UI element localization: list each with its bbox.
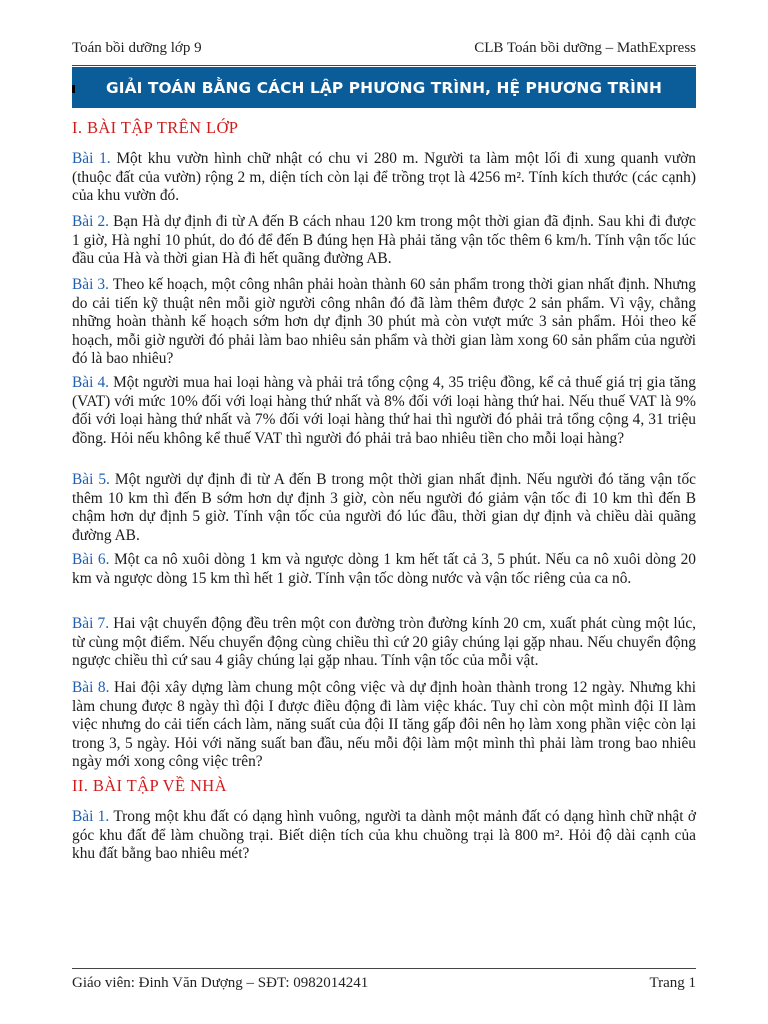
problem-label: Bài 7. [72,615,110,632]
page-title: GIẢI TOÁN BẰNG CÁCH LẬP PHƯƠNG TRÌNH, HỆ PHƯƠNG TRÌNH [106,78,662,97]
problem-label: Bài 5. [72,471,110,488]
title-banner [72,67,696,108]
problem-label: Bài 6. [72,551,110,568]
header-course: Toán bồi dưỡng lớp 9 [72,40,202,56]
problem-label: Bài 1. [72,150,111,167]
problem-label: Bài 8. [72,679,110,696]
problem-item [72,150,696,206]
problem-text: Một người mua hai loại hàng và phải trả tổng cộng 4, 35 triệu đồng, kể cả thuế giá trị gia tăng (VAT) với mức 10% đối với loại hàng thứ nhất và 8% đối với loại hàng thứ hai. Nếu thuế VAT là 9% đối với loại hàng thứ nhất và 7% đối với loại hàng thứ hai thì người đó phải trả tổng cộng 4, 31 triệu đồng. Hỏi nếu không kể thuế VAT thì người đó phải trả bao nhiêu tiền cho mỗi loại hàng? [72,374,696,447]
problem-item [72,213,696,269]
problem-text: Bạn Hà dự định đi từ A đến B cách nhau 120 km trong một thời gian đã định. Sau khi đi được 1 giờ, Hà nghỉ 10 phút, do đó để đến B đúng hẹn Hà phải tăng vận tốc thêm 6 km/h. Tính vận tốc lúc đầu của Hà và thời gian Hà đi hết quãng đường AB. [72,213,697,267]
problem-text: Hai đội xây dựng làm chung một công việc và dự định hoàn thành trong 12 ngày. Nhưng khi làm chung được 8 ngày thì đội I được điều động đi làm việc khác. Tuy chỉ còn một mình đội II làm việc nhưng do cải tiến cách làm, năng suất của đội II tăng gấp đôi nên họ làm xong phần việc còn lại trong 3, 5 ngày. Hỏi với năng suất ban đầu, nếu mỗi đội làm một mình thì phải làm trong bao nhiêu ngày mới xong công việc trên? [72,679,697,770]
problem-label: Bài 4. [72,374,110,391]
header-divider [72,65,696,66]
problem-item [72,471,696,545]
banner-marker [72,85,75,93]
header-club: CLB Toán bồi dưỡng – MathExpress [474,40,696,56]
problem-text: Một ca nô xuôi dòng 1 km và ngược dòng 1 km hết tất cả 3, 5 phút. Nếu ca nô xuôi dòng 20 km và ngược dòng 15 km thì hết 1 giờ. Tính vận tốc dòng nước và vận tốc riêng của ca nô. [72,551,696,587]
problem-label: Bài 3. [72,276,109,293]
problem-item [72,551,696,588]
problem-text: Trong một khu đất có dạng hình vuông, người ta dành một mảnh đất có dạng hình chữ nhật ở góc khu đất để làm chuồng trại. Biết diện tích của khu chuồng trại là 800 m². Hỏi độ dài cạnh của khu đất bằng bao nhiêu mét? [72,808,697,862]
page-footer [72,975,696,992]
problem-text: Một người dự định đi từ A đến B trong một thời gian nhất định. Nếu người đó tăng vận tốc thêm 10 km thì đến B sớm hơn dự định 3 giờ, còn nếu người đó giảm vận tốc đi 10 km thì đến B chậm hơn dự định 5 giờ. Tính vận tốc của người đó lúc đầu, thời gian dự định và chiều dài quãng đường AB. [72,471,696,544]
problem-text: Theo kế hoạch, một công nhân phải hoàn thành 60 sản phẩm trong thời gian nhất định. Nhưng do cải tiến kỹ thuật nên mỗi giờ người công nhân đó đã làm thêm được 2 sản phẩm. Vì vậy, chẳng những hoàn thành kế hoạch sớm hơn dự định 30 phút mà còn vượt mức 3 sản phẩm. Hỏi theo kế hoạch, mỗi giờ người đó phải làm bao nhiêu sản phẩm và thời gian làm xong 60 sản phẩm của người đó là bao nhiêu? [72,276,696,367]
problem-text: Hai vật chuyển động đều trên một con đường tròn đường kính 20 cm, xuất phát cùng một lúc, từ cùng một điểm. Nếu chuyển động cùng chiều thì cứ 20 giây chúng lại gặp nhau. Nếu chuyển động ngược chiều thì cứ sau 4 giây chúng lại gặp nhau. Tính vận tốc của mỗi vật. [72,615,696,669]
problem-item [72,276,696,369]
footer-teacher: Giáo viên: Đinh Văn Dượng – SĐT: 0982014241 [72,975,369,991]
section-heading-classwork: I. BÀI TẬP TRÊN LỚP [72,118,239,137]
page-header [72,40,696,57]
problem-item [72,808,696,864]
problem-label: Bài 2. [72,213,110,230]
problem-item [72,374,696,448]
problem-item [72,615,696,671]
section-heading-homework: II. BÀI TẬP VỀ NHÀ [72,776,227,795]
footer-divider [72,968,696,969]
problem-label: Bài 1. [72,808,110,825]
page-number: Trang 1 [649,975,696,991]
problem-text: Một khu vườn hình chữ nhật có chu vi 280 m. Người ta làm một lối đi xung quanh vườn (thuộc đất của vườn) rộng 2 m, diện tích còn lại để trồng trọt là 4256 m². Tính kích thước (các cạnh) của khu vườn đó. [72,150,697,204]
problem-item [72,679,696,772]
